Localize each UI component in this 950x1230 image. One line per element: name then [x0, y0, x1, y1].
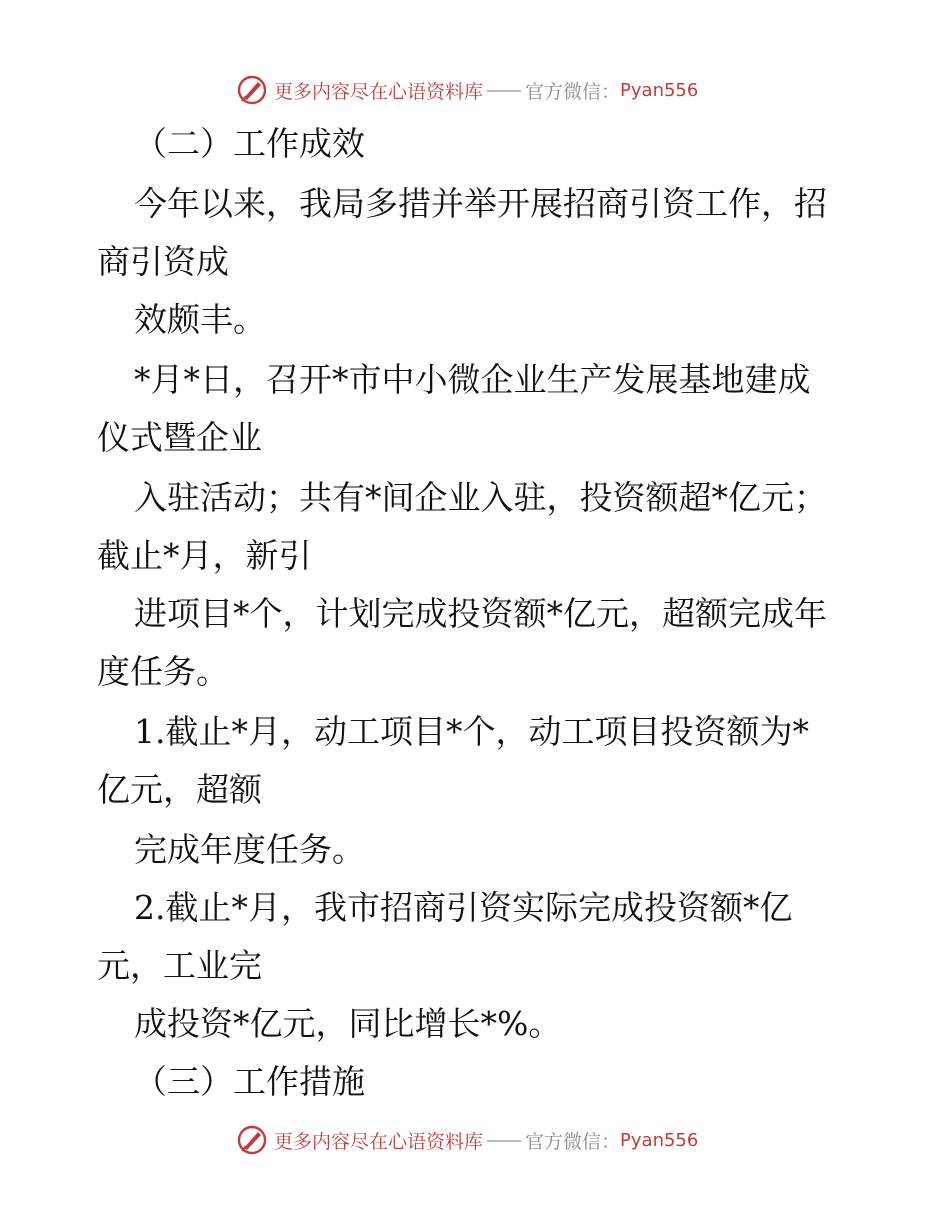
banner-official-label: 官方微信：	[525, 1130, 621, 1153]
section-heading-measures: （三）工作措施	[134, 1062, 365, 1101]
paragraph-line: 仪式暨企业	[97, 418, 262, 457]
paragraph-line: 商引资成	[97, 242, 229, 281]
banner-text: 更多内容尽在心语资料库	[274, 80, 484, 103]
feather-pen-logo-icon	[236, 74, 268, 106]
feather-pen-logo-icon	[236, 1124, 268, 1156]
banner-dash	[487, 90, 521, 92]
paragraph-line: 进项目*个，计划完成投资额*亿元，超额完成年	[134, 594, 827, 633]
paragraph-line: 度任务。	[97, 652, 229, 691]
banner-wechat-id: Pyan556	[620, 1129, 699, 1151]
list-item-line: 2.截止*月，我市招商引资实际完成投资额*亿	[134, 888, 793, 927]
footer-watermark	[236, 1122, 698, 1158]
list-item-line: 元，工业完	[97, 946, 262, 985]
paragraph-line: 今年以来，我局多措并举开展招商引资工作，招	[134, 184, 827, 223]
banner-official-label: 官方微信：	[525, 80, 621, 103]
list-item-line: 亿元，超额	[97, 770, 262, 809]
banner-wechat-id: Pyan556	[620, 79, 699, 101]
banner-dash	[487, 1140, 521, 1142]
paragraph-line: 效颇丰。	[134, 300, 266, 339]
list-item-line: 完成年度任务。	[134, 830, 365, 869]
header-watermark	[236, 72, 698, 108]
paragraph-line: 截止*月，新引	[97, 536, 312, 575]
list-item-line: 成投资*亿元，同比增长*%。	[134, 1004, 562, 1043]
list-item-line: 1.截止*月，动工项目*个，动工项目投资额为*	[134, 712, 809, 751]
section-heading-results: （二）工作成效	[134, 124, 365, 163]
paragraph-line: *月*日，召开*市中小微企业生产发展基地建成	[134, 360, 811, 399]
banner-text: 更多内容尽在心语资料库	[274, 1130, 484, 1153]
paragraph-line: 入驻活动；共有*间企业入驻，投资额超*亿元；	[134, 478, 827, 517]
